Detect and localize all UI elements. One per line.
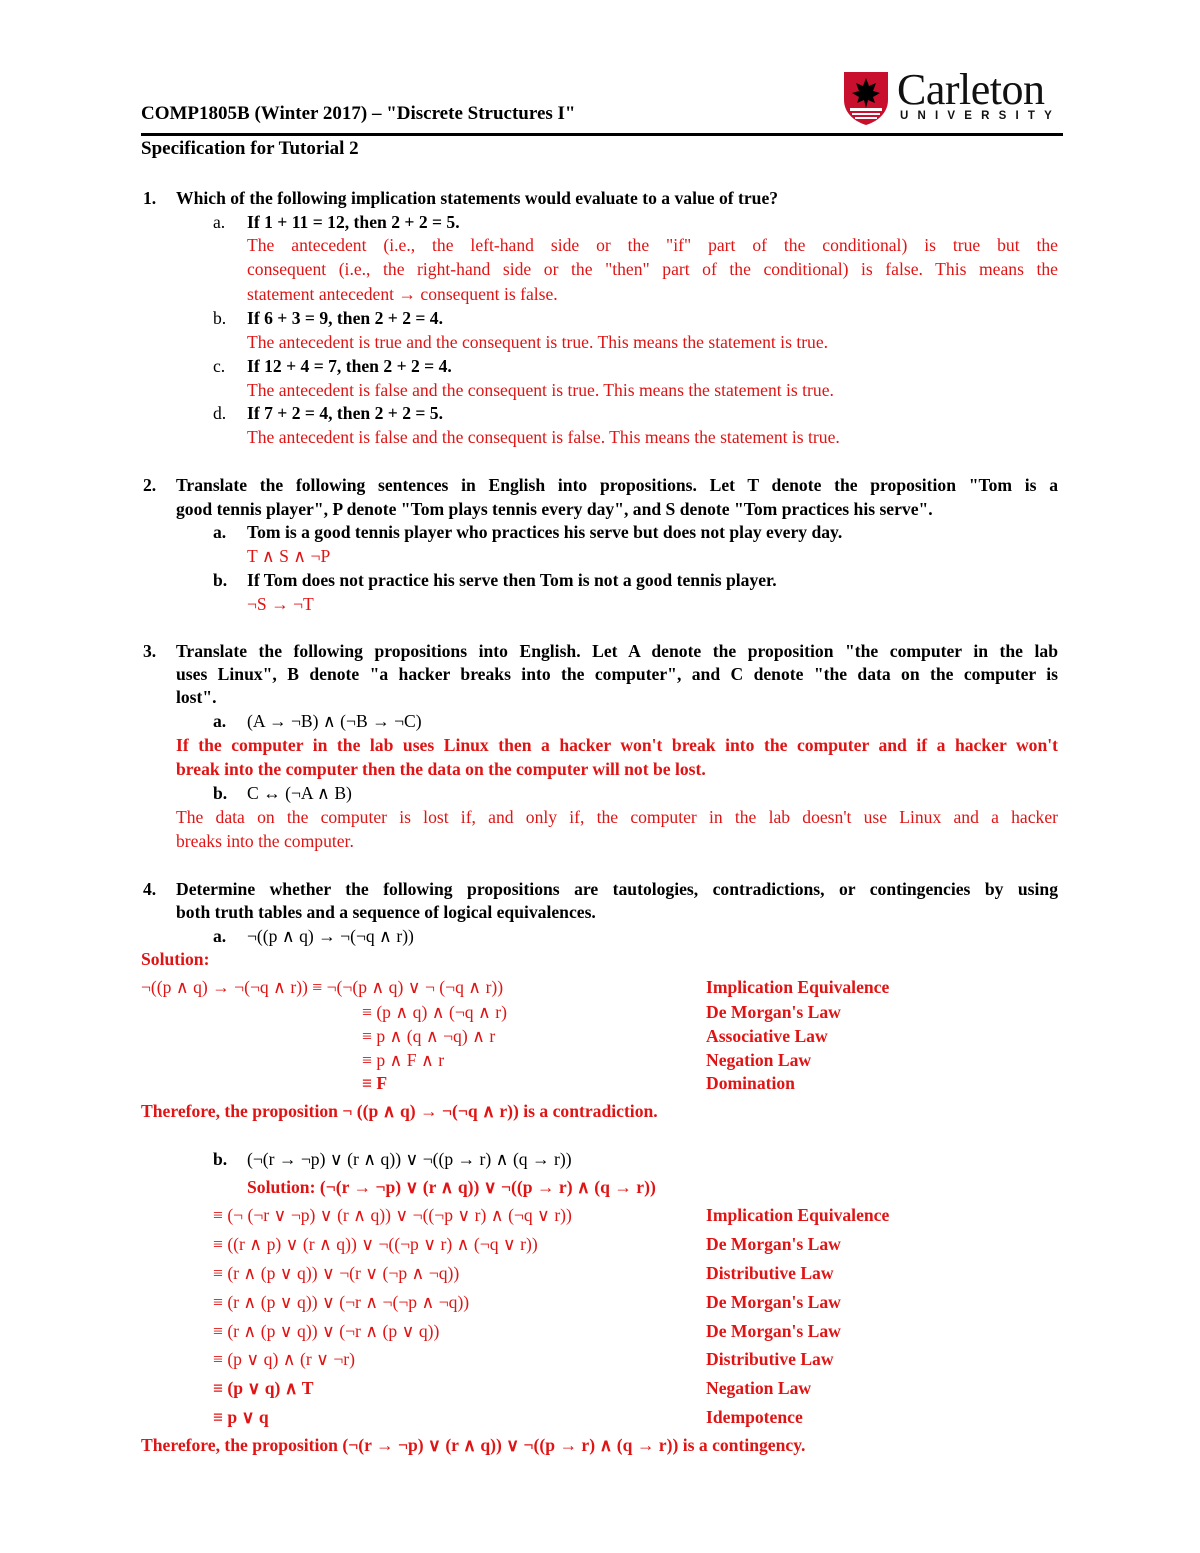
q4a-solution-label: Solution: [141, 949, 210, 969]
q1a-answer-line2: consequent (i.e., the right-hand side or the "then" part of the conditional) is false. This means the [247, 259, 1058, 279]
q1a-answer-line3: statement antecedent → consequent is false. [247, 284, 558, 304]
q3a-label: a. [213, 711, 227, 731]
q4b-text: (¬(r → ¬p) ∨ (r ∧ q)) ∨ ¬((p → r) ∧ (q → r)) [247, 1149, 572, 1169]
q3b-answer-line2: breaks into the computer. [176, 831, 354, 851]
q4a-text: ¬((p ∧ q) → ¬(¬q ∧ r)) [247, 926, 414, 946]
q1c-answer: The antecedent is false and the consequent is true. This means the statement is true. [247, 380, 834, 400]
q4b-law-4: De Morgan's Law [706, 1321, 841, 1341]
q3-question-line2: uses Linux", B denote "a hacker breaks into the computer", and C denote "the data on the computer is [176, 664, 1058, 684]
q4b-step-3: ≡ (r ∧ (p ∨ q)) ∨ (¬r ∧ ¬(¬p ∧ ¬q)) [213, 1292, 470, 1312]
q3-question-line3: lost". [176, 687, 217, 707]
header-divider [141, 133, 1063, 136]
q1c-text: If 12 + 4 = 7, then 2 + 2 = 4. [247, 356, 452, 376]
q2b-label: b. [213, 570, 228, 590]
q4a-step-2: ≡ p ∧ (q ∧ ¬q) ∧ r [362, 1026, 496, 1046]
q4b-law-6: Negation Law [706, 1378, 812, 1398]
logo-subword: UNIVERSITY [900, 110, 1062, 122]
q4b-conclusion: Therefore, the proposition (¬(r → ¬p) ∨ (r ∧ q)) ∨ ¬((p → r) ∧ (q → r)) is a contingency. [141, 1435, 806, 1455]
q2a-answer: T ∧ S ∧ ¬P [247, 546, 331, 566]
q4b-law-7: Idempotence [706, 1407, 803, 1427]
q4b-step-5: ≡ (p ∨ q) ∧ (r ∨ ¬r) [213, 1349, 356, 1369]
q1-number: 1. [143, 188, 157, 208]
q4b-step-2: ≡ (r ∧ (p ∨ q)) ∨ ¬(r ∨ (¬p ∧ ¬q)) [213, 1263, 460, 1283]
q4b-law-5: Distributive Law [706, 1349, 834, 1369]
q4a-label: a. [213, 926, 227, 946]
q4a-law-4: Domination [706, 1073, 795, 1093]
q4a-step-4: ≡ F [362, 1073, 388, 1093]
logo-wordmark: Carleton [897, 65, 1045, 114]
q4b-step-4: ≡ (r ∧ (p ∨ q)) ∨ (¬r ∧ (p ∨ q)) [213, 1321, 440, 1341]
q2-question-line1: Translate the following sentences in English into propositions. Let T denote the proposition "Tom is a [176, 475, 1058, 495]
q4b-law-3: De Morgan's Law [706, 1292, 841, 1312]
q3b-label: b. [213, 783, 228, 803]
q2-question-line2: good tennis player", P denote "Tom plays tennis every day", and S denote "Tom practices his serve". [176, 499, 933, 519]
course-title: COMP1805B (Winter 2017) – "Discrete Structures I" [141, 103, 576, 124]
q4a-law-3: Negation Law [706, 1050, 812, 1070]
q1a-text: If 1 + 11 = 12, then 2 + 2 = 5. [247, 212, 460, 232]
q1d-label: d. [213, 403, 227, 423]
q4b-law-0: Implication Equivalence [706, 1205, 890, 1225]
q3a-answer-line1: If the computer in the lab uses Linux then a hacker won't break into the computer and if a hacker won't [176, 735, 1058, 755]
q4-question-line2: both truth tables and a sequence of logical equivalences. [176, 902, 596, 922]
spec-title: Specification for Tutorial 2 [141, 138, 359, 159]
q3b-text: C ↔ (¬A ∧ B) [247, 783, 352, 803]
q1b-label: b. [213, 308, 227, 328]
q4b-step-0: ≡ (¬ (¬r ∨ ¬p) ∨ (r ∧ q)) ∨ ¬((¬p ∨ r) ∧ (¬q ∨ r)) [213, 1205, 572, 1225]
q4b-law-2: Distributive Law [706, 1263, 834, 1283]
q1a-label: a. [213, 212, 226, 232]
q4a-law-1: De Morgan's Law [706, 1002, 841, 1022]
q1a-answer-line1: The antecedent (i.e., the left-hand side or the "if" part of the conditional) is true but the [247, 235, 1058, 255]
q1d-answer: The antecedent is false and the consequent is false. This means the statement is true. [247, 427, 840, 447]
q3b-answer-line1: The data on the computer is lost if, and only if, the computer in the lab doesn't use Linux and a hacker [176, 807, 1058, 827]
q1b-answer: The antecedent is true and the consequent is true. This means the statement is true. [247, 332, 829, 352]
q3-question-line1: Translate the following propositions into English. Let A denote the proposition "the computer in the lab [176, 641, 1058, 661]
q4b-label: b. [213, 1149, 228, 1169]
q1c-label: c. [213, 356, 226, 376]
carleton-shield-icon [842, 70, 890, 126]
q4a-step-1: ≡ (p ∧ q) ∧ (¬q ∧ r) [362, 1002, 507, 1022]
q1d-text: If 7 + 2 = 4, then 2 + 2 = 5. [247, 403, 444, 423]
q2-number: 2. [143, 475, 157, 495]
q3a-text: (A → ¬B) ∧ (¬B → ¬C) [247, 711, 422, 731]
q2a-label: a. [213, 522, 227, 542]
q4a-step-3: ≡ p ∧ F ∧ r [362, 1050, 445, 1070]
q4a-conclusion: Therefore, the proposition ¬ ((p ∧ q) → ¬(¬q ∧ r)) is a contradiction. [141, 1101, 658, 1121]
q4a-law-0: Implication Equivalence [706, 977, 890, 997]
q4b-step-7: ≡ p ∨ q [213, 1407, 269, 1427]
carleton-logo [842, 65, 1062, 130]
q4-number: 4. [143, 879, 157, 899]
q2b-answer: ¬S → ¬T [247, 594, 314, 614]
q4-question-line1: Determine whether the following propositions are tautologies, contradictions, or contingencies by using [176, 879, 1058, 899]
q2b-text: If Tom does not practice his serve then Tom is not a good tennis player. [247, 570, 777, 590]
q3-number: 3. [143, 641, 157, 661]
q4b-solution: Solution: (¬(r → ¬p) ∨ (r ∧ q)) ∨ ¬((p → r) ∧ (q → r)) [247, 1177, 656, 1197]
q1-question: Which of the following implication statements would evaluate to a value of true? [176, 188, 779, 208]
q4a-step-0: ¬((p ∧ q) → ¬(¬q ∧ r)) ≡ ¬(¬(p ∧ q) ∨ ¬ (¬q ∧ r)) [141, 977, 504, 997]
q3a-answer-line2: break into the computer then the data on the computer will not be lost. [176, 759, 706, 779]
q4b-step-6: ≡ (p ∨ q) ∧ T [213, 1378, 314, 1398]
q4b-law-1: De Morgan's Law [706, 1234, 841, 1254]
q2a-text: Tom is a good tennis player who practices his serve but does not play every day. [247, 522, 843, 542]
q4b-step-1: ≡ ((r ∧ p) ∨ (r ∧ q)) ∨ ¬((¬p ∨ r) ∧ (¬q ∨ r)) [213, 1234, 538, 1254]
q1b-text: If 6 + 3 = 9, then 2 + 2 = 4. [247, 308, 444, 328]
q4a-law-2: Associative Law [706, 1026, 828, 1046]
